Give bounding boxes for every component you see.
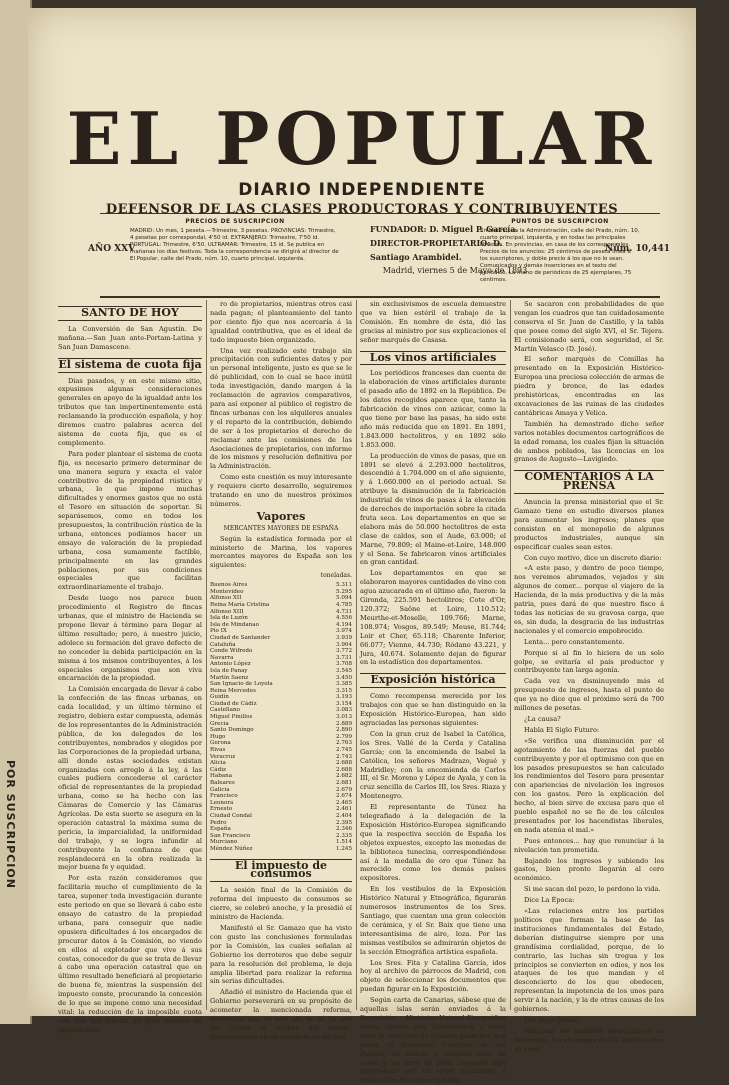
ship-name: Alfonso XIII: [210, 608, 244, 615]
paragraph: Los periódicos franceses dan cuenta de la elaboración de vinos artificiales durante el pasado año de 1892 en la República. De los datos recogidos aparece que, tanto la fabricación de vinos con azúcar, como la que tiene por base las pasas, ha sido este año más reducida que en 1891. En 1891, 1.843.000 hectolitros, y en 1892 sólo 1.853.000.: [360, 369, 506, 449]
paragraph: «A este paso, y dentro de poco tiempo, nos veremos abrumados, vejados y sin algunos de comer... porque el viajero de la Hacienda, de la más productiva y de la más patria, pues dará de que nuestro fisco á todas las noticias de su gravosa carga, que es, sin duda, la desgracia de las industrias nacionales y el comercio empobrecido.: [514, 564, 664, 635]
article-heading: El impuesto de consumos: [210, 859, 352, 883]
paragraph: sin exclusivismos de escuela demuestre que va bien estéril el trabajo de la Comisión. En nombre de ésta, dió las gracias al ministro por sus explicaciones el señor marqués de Casasa.: [360, 300, 506, 344]
ship-name: Galicia: [210, 786, 230, 793]
ship-tonnage: 2.674: [335, 793, 352, 800]
divider: [100, 296, 660, 298]
ship-name: Castellano: [210, 707, 240, 714]
ship-tonnage: 3.013: [335, 714, 352, 721]
table-row: [210, 582, 352, 589]
ship-name: Conde Wifredo: [210, 648, 253, 655]
table-row: [210, 707, 352, 714]
table-row: [210, 780, 352, 787]
paragraph: Si me sacan del pozo, le perdono la vida.: [524, 885, 661, 894]
paragraph: Para poder plantear el sistema de cuota fija, es necesario primero determinar de una manera segura y exacta el valor contributivo de la propiedad rústica y urbana, lo que impone muchas dificultades y enormes gastos que no está el Tesoro en situación de soportar. Si separásemos, como en todos los presupuestos, la contribución rústica de la urbana, entonces podíamos hacer un ensayo de valoración de la propiedad urbana, cosa sumamente factible, principalmente en las grandes poblaciones, por sus condiciones especiales que facilitan extraordinariamente el trabajo.: [58, 449, 202, 592]
director-line: DIRECTOR-PROPIETARIO: D. Santiago Arambidel.: [370, 238, 503, 262]
ship-name: Martín Saenz: [210, 674, 249, 681]
paragraph: Dice La Época:: [524, 896, 575, 905]
issue-number: Núm. 10,441: [604, 244, 670, 254]
gutter-text: POR SUSCRIPCION: [4, 760, 17, 889]
points-text: En Madrid, en la Administración, calle del Prado, núm. 10, cuarto principal, izquierda, y en todas las principales librerías. En provincias, en casa de los corresponsales. Precios de los anuncios: 25 céntimos de peseta línea á los suscriptores, y doble precio á los que no lo sean. Comunicados y demás inserciones en el texto del periódico. La mano de periódicos de 25 ejemplares, 75 céntimos.: [480, 228, 640, 283]
table-row: [210, 800, 352, 807]
ship-name: Pedro: [210, 819, 227, 826]
ship-tonnage: 5.295: [335, 588, 352, 595]
ship-name: Rivas: [210, 747, 226, 754]
ship-tonnage: 4.785: [335, 601, 352, 608]
ship-tonnage: 2.688: [335, 760, 352, 767]
ship-name: Navarra: [210, 654, 234, 661]
table-row: [210, 820, 352, 827]
ship-name: Isla de Mindanao: [210, 621, 259, 628]
vapores-subheading: MERCANTES MAYORES DE ESPAÑA: [223, 524, 339, 532]
table-row: [210, 773, 352, 780]
paragraph: Los Sres. Fita y Catalina García, idos hoy al archivo de párrocos de Madrid, con objeto de seleccionar los documentos que puedan figurar en la Exposición.: [360, 958, 506, 994]
ship-name: Murciano: [210, 839, 238, 846]
ship-tonnage: 3.385: [335, 681, 352, 688]
paragraph: Anuncia la prensa ministerial que el Sr. Gamazo tiene en estudio diversos planes para aumentar los ingresos; planes que consisten en el monopolio de algunos productos industriales, aunque sin especificar cuales sean estos.: [514, 498, 664, 551]
table-row: [210, 747, 352, 754]
ship-tonnage: 3.772: [335, 648, 352, 655]
table-row: [210, 648, 352, 655]
paragraph: Pues entonces... hay que renunciar á la nivelación tan prometida.: [514, 836, 664, 854]
vapores-table: [210, 582, 352, 852]
table-row: [210, 701, 352, 708]
paragraph: Días pasados, y en este mismo sitio, expusimos algunas consideraciones generales en apoyo de la igualdad ante los tributos que tan impertinentemente está reclamando la producción española, y hoy diremos cuatro palabras acerca del sistema de cuota fija, que es el complemento.: [58, 376, 202, 447]
ship-tonnage: 2.743: [335, 753, 352, 760]
saint-text: La Conversión de San Agustín. De mañana.—San Juan ante-Portam-Latina y San Juan Damasceno.: [58, 324, 202, 351]
ship-name: Ciudad de Santander: [210, 634, 271, 641]
paragraph: Una vez realizado este trabajo sin precipitación con suficientes datos y por un personal inteligente, justo es que se le dé publicidad, con lo cual se hace inútil toda investigación, dando margen á la reclamación de agravios comparativos, para así exponer al público el registro de fincas urbanas con los alquileres anuales y el reparto de la contribución, debiendo de ser á los propietarios el derecho de reclamar ante las comisiones de las Asociaciones de propietarios, con informe de los mismos y resolución definitiva por la Administración.: [210, 346, 352, 471]
prices-text: MADRID: Un mes, 1 peseta.—Trimestre, 3 pesetas. PROVINCIAS: Trimestre, 4 pesetas por correspondal, 4'50 id. EXTRANJERO: Trimestre, 7'50 id. PORTUGAL: Trimestre, 6'50. ULTRAMAR: Trimestre, 15 id. Se publica en mañanas los días festivos. Toda la correspondencia se dirigirá al director de El Popular, calle del Prado, núm. 10, cuarto principal, izquierda.: [130, 228, 339, 262]
table-row: [210, 754, 352, 761]
ship-tonnage: 2.799: [335, 733, 352, 740]
founder-line: FUNDADOR: D. Miguel P. García.: [370, 224, 519, 234]
ship-tonnage: 3.083: [335, 707, 352, 714]
paragraph: ro de propietarios, mientras otros casi nada pagan; el planteamiento del tanto por ciento fijo que nos acercaría á la igualdad contributiva, que es el ideal de todo impuesto bien organizado.: [210, 300, 352, 344]
column-divider: [356, 300, 357, 1010]
newspaper-motto: DEFENSOR DE LAS CLASES PRODUCTORAS Y CONTRIBUYENTES: [105, 202, 619, 217]
column-divider: [510, 300, 511, 1010]
ship-name: Ciudad Condal: [210, 812, 252, 819]
ship-name: Gerona: [210, 740, 231, 747]
subscription-prices: [130, 218, 340, 290]
ship-tonnage: 2.461: [335, 806, 352, 813]
ship-tonnage: 3.939: [335, 634, 352, 641]
paragraph: Los regocijadas!: [524, 1015, 580, 1024]
paragraph: El representante de Túnez ha telegrafiado á la delegación de la Exposición Histórico-Europea significando que la respectiva sección de España los objetos expuestos, excepto las monedas de la biblioteca tunecina, correspondiéndose así á la medalla de oro que Túnez ha merecido como los demás países expositores.: [360, 803, 506, 883]
paragraph: Añadió el ministro de Hacienda que el Gobierno perseverará en su propósito de acometer la mencionada reforma, esperando que en este año se dé fin que las Cortes se ocupen del asunto, traduciéndose en un proyecto de ley que: [210, 988, 352, 1041]
table-row: [210, 721, 352, 728]
table-row: [210, 833, 352, 840]
paragraph: En los vestíbulos de la Exposición Histórico Natural y Etnográfica, figurarán numerosos instrumentos de los Sres. Santiago, que cuentan una gran colección de cerámica, y el Sr. Baix que tiene una interesantísima de aire, loza. Por las mismas vestíbulos se admirarán objetos de la sección Etnográfica artística española.: [360, 885, 506, 956]
year-label: AÑO XXV: [88, 244, 136, 254]
ship-name: Leonora: [210, 799, 234, 806]
subscription-points: [480, 218, 640, 290]
ship-name: España: [210, 826, 231, 833]
masthead: [28, 96, 696, 217]
paragraph: Como recompensa merecida por los trabajos con que se han distinguido en la Exposición Histórico-Europea, han sido agraciadas las personas siguientes:: [360, 692, 506, 727]
dateline: Madrid, viernes 5 de Mayo de 1893: [382, 266, 528, 275]
table-row: [210, 740, 352, 747]
ship-name: Pío IX: [210, 628, 227, 635]
paragraph: El señor marqués de Comillas ha presentado en la Exposición Histórico-Europea una preciosa colección de armas de piedra y bronce, de las edades prehistóricas, encontradas en las excavaciones de las ruinas de las ciudades cantábricas Amaya y Velica.: [514, 355, 664, 417]
paragraph: ¿La causa?: [524, 714, 561, 723]
ship-name: Santo Domingo: [210, 727, 254, 734]
table-row: [210, 826, 352, 833]
ship-name: Isla de Luzón: [210, 615, 248, 622]
ship-tonnage: 2.335: [335, 832, 352, 839]
ship-tonnage: 2.681: [335, 780, 352, 786]
paragraph: Porque si al fin lo hiciera de un solo golpe, se evitaría el país productor y contribuyente tan larga agonía.: [514, 648, 664, 675]
ship-name: Alicia: [210, 760, 226, 767]
ship-tonnage: 2.688: [335, 766, 352, 773]
ship-name: Ciudad de Cádiz: [210, 700, 257, 707]
table-row: [210, 661, 352, 668]
paragraph: Mientras los partidos monárquicos se destrozan, los enemigos de las instituciones se unen.: [514, 1026, 664, 1053]
article-heading: COMENTARIOS Á LA PRENSA: [514, 470, 664, 494]
ship-tonnage: 3.450: [335, 674, 352, 681]
article-heading: Los vinos artificiales: [360, 351, 506, 366]
newspaper-subtitle: DIARIO INDEPENDIENTE: [238, 180, 486, 200]
ship-tonnage: 1.245: [335, 845, 352, 852]
divider: [100, 213, 660, 214]
ship-tonnage: 2.465: [335, 799, 352, 806]
ship-tonnage: 3.545: [335, 667, 352, 674]
table-row: [210, 675, 352, 682]
column-1: [58, 300, 202, 1034]
paragraph: Con la gran cruz de Isabel la Católica, los Sres. Vallé de la Cerda y Catalina García; con la encomienda de Isabel la Católica, los señores Madrazo, Vegué y Madridley; con la encomienda de Carlos III, el Sr. Moreno y López de Ayala, y con la cruz sencilla de Carlos III, los Sres. Riaza y Montenegro.: [360, 729, 506, 801]
table-row: [210, 668, 352, 675]
ship-name: Cádiz: [210, 766, 226, 773]
ship-name: Miguel Pinillos: [210, 714, 253, 721]
ship-name: Buenos Aires: [210, 582, 248, 589]
paragraph: Con cuyo motivo, dice un discreto diario:: [524, 553, 662, 562]
table-row: [210, 734, 352, 741]
newspaper-page: [28, 8, 696, 1085]
table-row: [210, 602, 352, 609]
ship-tonnage: 2.889: [335, 720, 352, 727]
info-bar: [88, 218, 670, 294]
ship-tonnage: 2.745: [335, 747, 352, 754]
table-row: [210, 628, 352, 635]
points-title: PUNTOS DE SUSCRIPCION: [511, 218, 609, 225]
table-row: [210, 642, 352, 649]
ship-name: Cataluña: [210, 641, 236, 648]
ship-tonnage: 3.154: [335, 700, 352, 707]
paragraph: «Las relaciones entre los partidos políticos que forman la base de las instituciones fundamentales del Estado, deberían distinguirse siempre por una grandísima cordialidad, porque, de lo contrario, las luchas sin tregua y los principios se convierten en odios, y nos los ataques de los que mandan y el desconcierto de los que obedecen, representan la impotencia de los unos para servir á la nación, y la de otras causas de los gobiernos.: [514, 907, 664, 1014]
table-row: [210, 635, 352, 642]
paragraph: Según carta de Canarias, sábese que de aquellas islas serán enviados á la Exposición Histórico-Natural-Etnográfica varios objetos muy interesantes, y entre ellos la colección de cráneos guanches que posee el Seminario Conciliar de las Palmas; un valioso y artístico cáliz de cobre y un jarro de plata repujado algo deteriorado por un torpe hojalatero, á inspiración de algún capitular.: [360, 996, 506, 1085]
ship-tonnage: 2.346: [335, 826, 352, 833]
ship-tonnage: 2.763: [335, 740, 352, 747]
ship-name: Isla de Panay: [210, 667, 248, 674]
prices-title: PRECIOS DE SUSCRIPCION: [185, 218, 285, 225]
paragraph: La sesión final de la Comisión de reforma del impuesto de consumos se cierre, se celebró anoche, y la presidió el ministro de Hacienda.: [210, 886, 352, 922]
ship-name: Méndez Núñez: [210, 845, 253, 852]
ship-tonnage: 3.974: [335, 628, 352, 635]
table-row: [210, 767, 352, 774]
table-row: [210, 688, 352, 695]
ship-tonnage: 4.731: [335, 608, 352, 615]
vapores-heading: Vapores: [256, 509, 306, 523]
ship-tonnage: 2.682: [335, 773, 352, 780]
ship-tonnage: 2.395: [335, 819, 352, 826]
ship-name: Baleares: [210, 780, 235, 786]
ship-tonnage: 2.404: [335, 812, 352, 819]
ship-tonnage: 5.094: [335, 595, 352, 602]
paragraph: Lenta... pero constantemente.: [524, 637, 625, 646]
ship-name: Hugo: [210, 733, 226, 740]
ship-name: Reina María Cristina: [210, 601, 270, 608]
ship-name: Alfonso XII: [210, 595, 242, 602]
vapores-unit: toneladas.: [320, 572, 352, 580]
ship-tonnage: 3.904: [335, 641, 352, 648]
ship-tonnage: 5.311: [335, 582, 352, 589]
paragraph: Cada vez va disminuyendo más el presupuesto de ingresos, hasta el punto de que ya no dice que el próximo será de 700 millones de pesetas.: [514, 677, 664, 713]
ship-name: Montevideo: [210, 588, 244, 595]
vapores-intro: Según la estadística formada por el ministerio de Marina, los vapores mercantes mayores de España son los siguientes:: [210, 534, 352, 570]
ship-name: Antonio López: [210, 661, 251, 668]
paragraph: Los departamentos en que se elaboraron mayores cantidades de vino con agua azucarada en el último año, fueron: la Gironda, 225.591 hectolitros; Cote d'Or, 120.372; Saône et Loire, 110.512; Meurthe-et-Moselle, 109.766; Marne, 108.974; Vosgos, 89.549; Meuse, 81.744; Loir et Cher, 65.118; Charente Inferior, 66.077; Vienne, 44.730; Ródano 43.221, y Jura, 40.674. Solamente dejan de figurar en la estadística dos departamentos.: [360, 569, 506, 667]
paragraph: Manifestó el Sr. Gamazo que ha visto con gusto las conclusiones formuladas por la Comisión, las cuales señalan al Gobierno los derroteros que debe seguir para la resolución del problema, le deja amplia libertad para realizar la reforma sin serias dificultades.: [210, 923, 352, 986]
ship-name: San Francisco: [210, 832, 251, 839]
table-row: [210, 727, 352, 734]
ship-tonnage: 2.679: [335, 786, 352, 793]
table-row: [210, 839, 352, 846]
paragraph: La Comisión encargada de llevar á cabo la confección de las fincas urbanas, en cada localidad, y un último término el registro, debiera estar compuesta, además de los representantes de la Administración pública, de los delegados de los contribuyentes, nombrados y elegidos por las Corporaciones de la propiedad urbana, allí donde estas sociedades existan organizadas con arreglo á la ley, á las cuales pudiera concederse el carácter oficial de representantes de la propiedad urbana, como se ha hecho con las Cámaras de Comercio y las Cámaras Agrícolas. De esta suerte se asegura en la operación catastral la máxima suma de pericia, la imparcialidad, la uniformidad del trabajo, y se logra infundir al contribuyente la confianza de que resplandecerá en la obra realizada la mejor buena fe y equidad.: [58, 685, 202, 872]
ship-name: San Ignacio de Loyola: [210, 681, 273, 688]
table-row: [210, 714, 352, 721]
paragraph: Se sacaron con probabilidades de que vengan los cuadros que tan cuidadosamente conserva el Sr. Juan de Castillo, y la tabla que posee como del siglo XVI, el Sr. Tejera. El comisionado será, con seguridad, el Sr. Martín Velasco (D. José).: [514, 300, 664, 353]
newspaper-title: EL POPULAR: [66, 96, 658, 181]
paragraph: La producción de vinos de pasas, que en 1891 se elevó á 2.293.000 hectolitros, descendió á 1.704.000 en el año siguiente, y á 1.660.000 en el periodo actual. Se atribuye la disminución de la fabricación industrial de vinos de pasas á la elevación de derechos de importación sobre la citada fruta seca. Los departamentos en que se elabora más de 50.000 hectolitros de esta clase de caldos, son el Aude, 63.000; el Marne, 79.809; el Maine-et-Loire, 148.000 y el Sena. Se fabricaron vinos artificiales en gran cantidad.: [360, 451, 506, 567]
table-row: [210, 793, 352, 800]
table-row: [210, 846, 352, 853]
ship-tonnage: 3.708: [335, 661, 352, 668]
ship-tonnage: 4.556: [335, 615, 352, 622]
column-2: [210, 300, 352, 1041]
table-row: [210, 595, 352, 602]
paragraph: Por esta razón consideramos que facilitaría mucho el cumplimiento de la tarea, suponer toda investigación durante este periodo en que se llevará á cabo este ensayo de catastro de la propiedad urbana, para conseguir que nadie opusiera dificultades á los encargados de procurar datos á la Comisión, no viendo en ellos al explotador que vive á sus costas, conocedor de que se trata de llevar á cabo una operación catastral que en último resultado beneficiará al propietario de buena fe, mientras la suspensión del impuesto conste, procurando la concesión de lo que se impone como una necesidad vital: la reducción de la imposible cuota con que hoy tributa un gran número de propietarios.: [58, 874, 202, 1034]
table-row: [210, 694, 352, 701]
paragraph: Bajando los ingresos y subiendo los gastos, bien pronto llegarán al cero económico.: [514, 856, 664, 883]
ship-tonnage: 3.193: [335, 694, 352, 701]
ship-name: Francisco: [210, 793, 238, 800]
paragraph: También ha demostrado dicho señor varios notables documentos cartográficos de la edad romana, los cuales fijan la situación de ambos poblados, las licencias en los granos de Augusto—Lavigiedo.: [514, 419, 664, 464]
article-heading: Exposición histórica: [360, 673, 506, 688]
article-heading: El sistema de cuota fija: [58, 357, 202, 371]
column-4: [514, 300, 664, 1053]
column-3: [360, 300, 506, 1085]
comentarios-body: [514, 498, 664, 1053]
ship-tonnage: 2.890: [335, 727, 352, 734]
table-row: [210, 622, 352, 629]
ship-name: Reina Mercedes: [210, 687, 256, 694]
paragraph: Como este cuestión es muy interesante y requiere cierto desarrollo, seguiremos tratando en uno de nuestros próximos números.: [210, 473, 352, 508]
ship-name: Habana: [210, 773, 233, 780]
ship-tonnage: 4.194: [335, 621, 352, 628]
ship-name: Veracruz: [210, 753, 236, 760]
table-row: [210, 787, 352, 794]
ship-name: Ernesto: [210, 806, 233, 813]
table-row: [210, 681, 352, 688]
table-row: [210, 589, 352, 596]
table-row: [210, 806, 352, 813]
ship-name: Guidín: [210, 694, 229, 701]
paragraph: «Se verifica una disminución por el agotamiento de las fuerzas del pueblo contribuyente y por el optimismo con que en los pasados presupuestos se han calculado los rendimientos del Tesoro para presentar con apariencias de nivelación los ingresos con los gastos. Pero la explicación del hecho, al bien sirve de excusa para que el pueblo español no se fie de los cálculos presentados por los hacendistas liberales, en nada atenúa el mal.»: [514, 736, 664, 834]
ship-tonnage: 3.315: [335, 687, 352, 694]
paragraph: Habla El Siglo Futuro:: [524, 725, 600, 734]
ship-name: Grecia: [210, 720, 229, 727]
ship-tonnage: 3.731: [335, 654, 352, 661]
paragraph: Desde luego nos parece buen procedimiento el Registro de fincas urbanas, que el ministro de Hacienda se propone llevar á término para llegar al último resultado; pero, á nuestro juicio, adolece su formación del grave defecto de no conceder la debida participación en la misma á los mismos contribuyentes, á los especiales organismos que son viva encarnación de la propiedad.: [58, 594, 202, 683]
table-row: [210, 615, 352, 622]
table-row: [210, 760, 352, 767]
table-row: [210, 813, 352, 820]
saint-heading: SANTO DE HOY: [58, 306, 202, 321]
ship-tonnage: 1.514: [335, 839, 352, 846]
column-divider: [206, 300, 207, 1010]
